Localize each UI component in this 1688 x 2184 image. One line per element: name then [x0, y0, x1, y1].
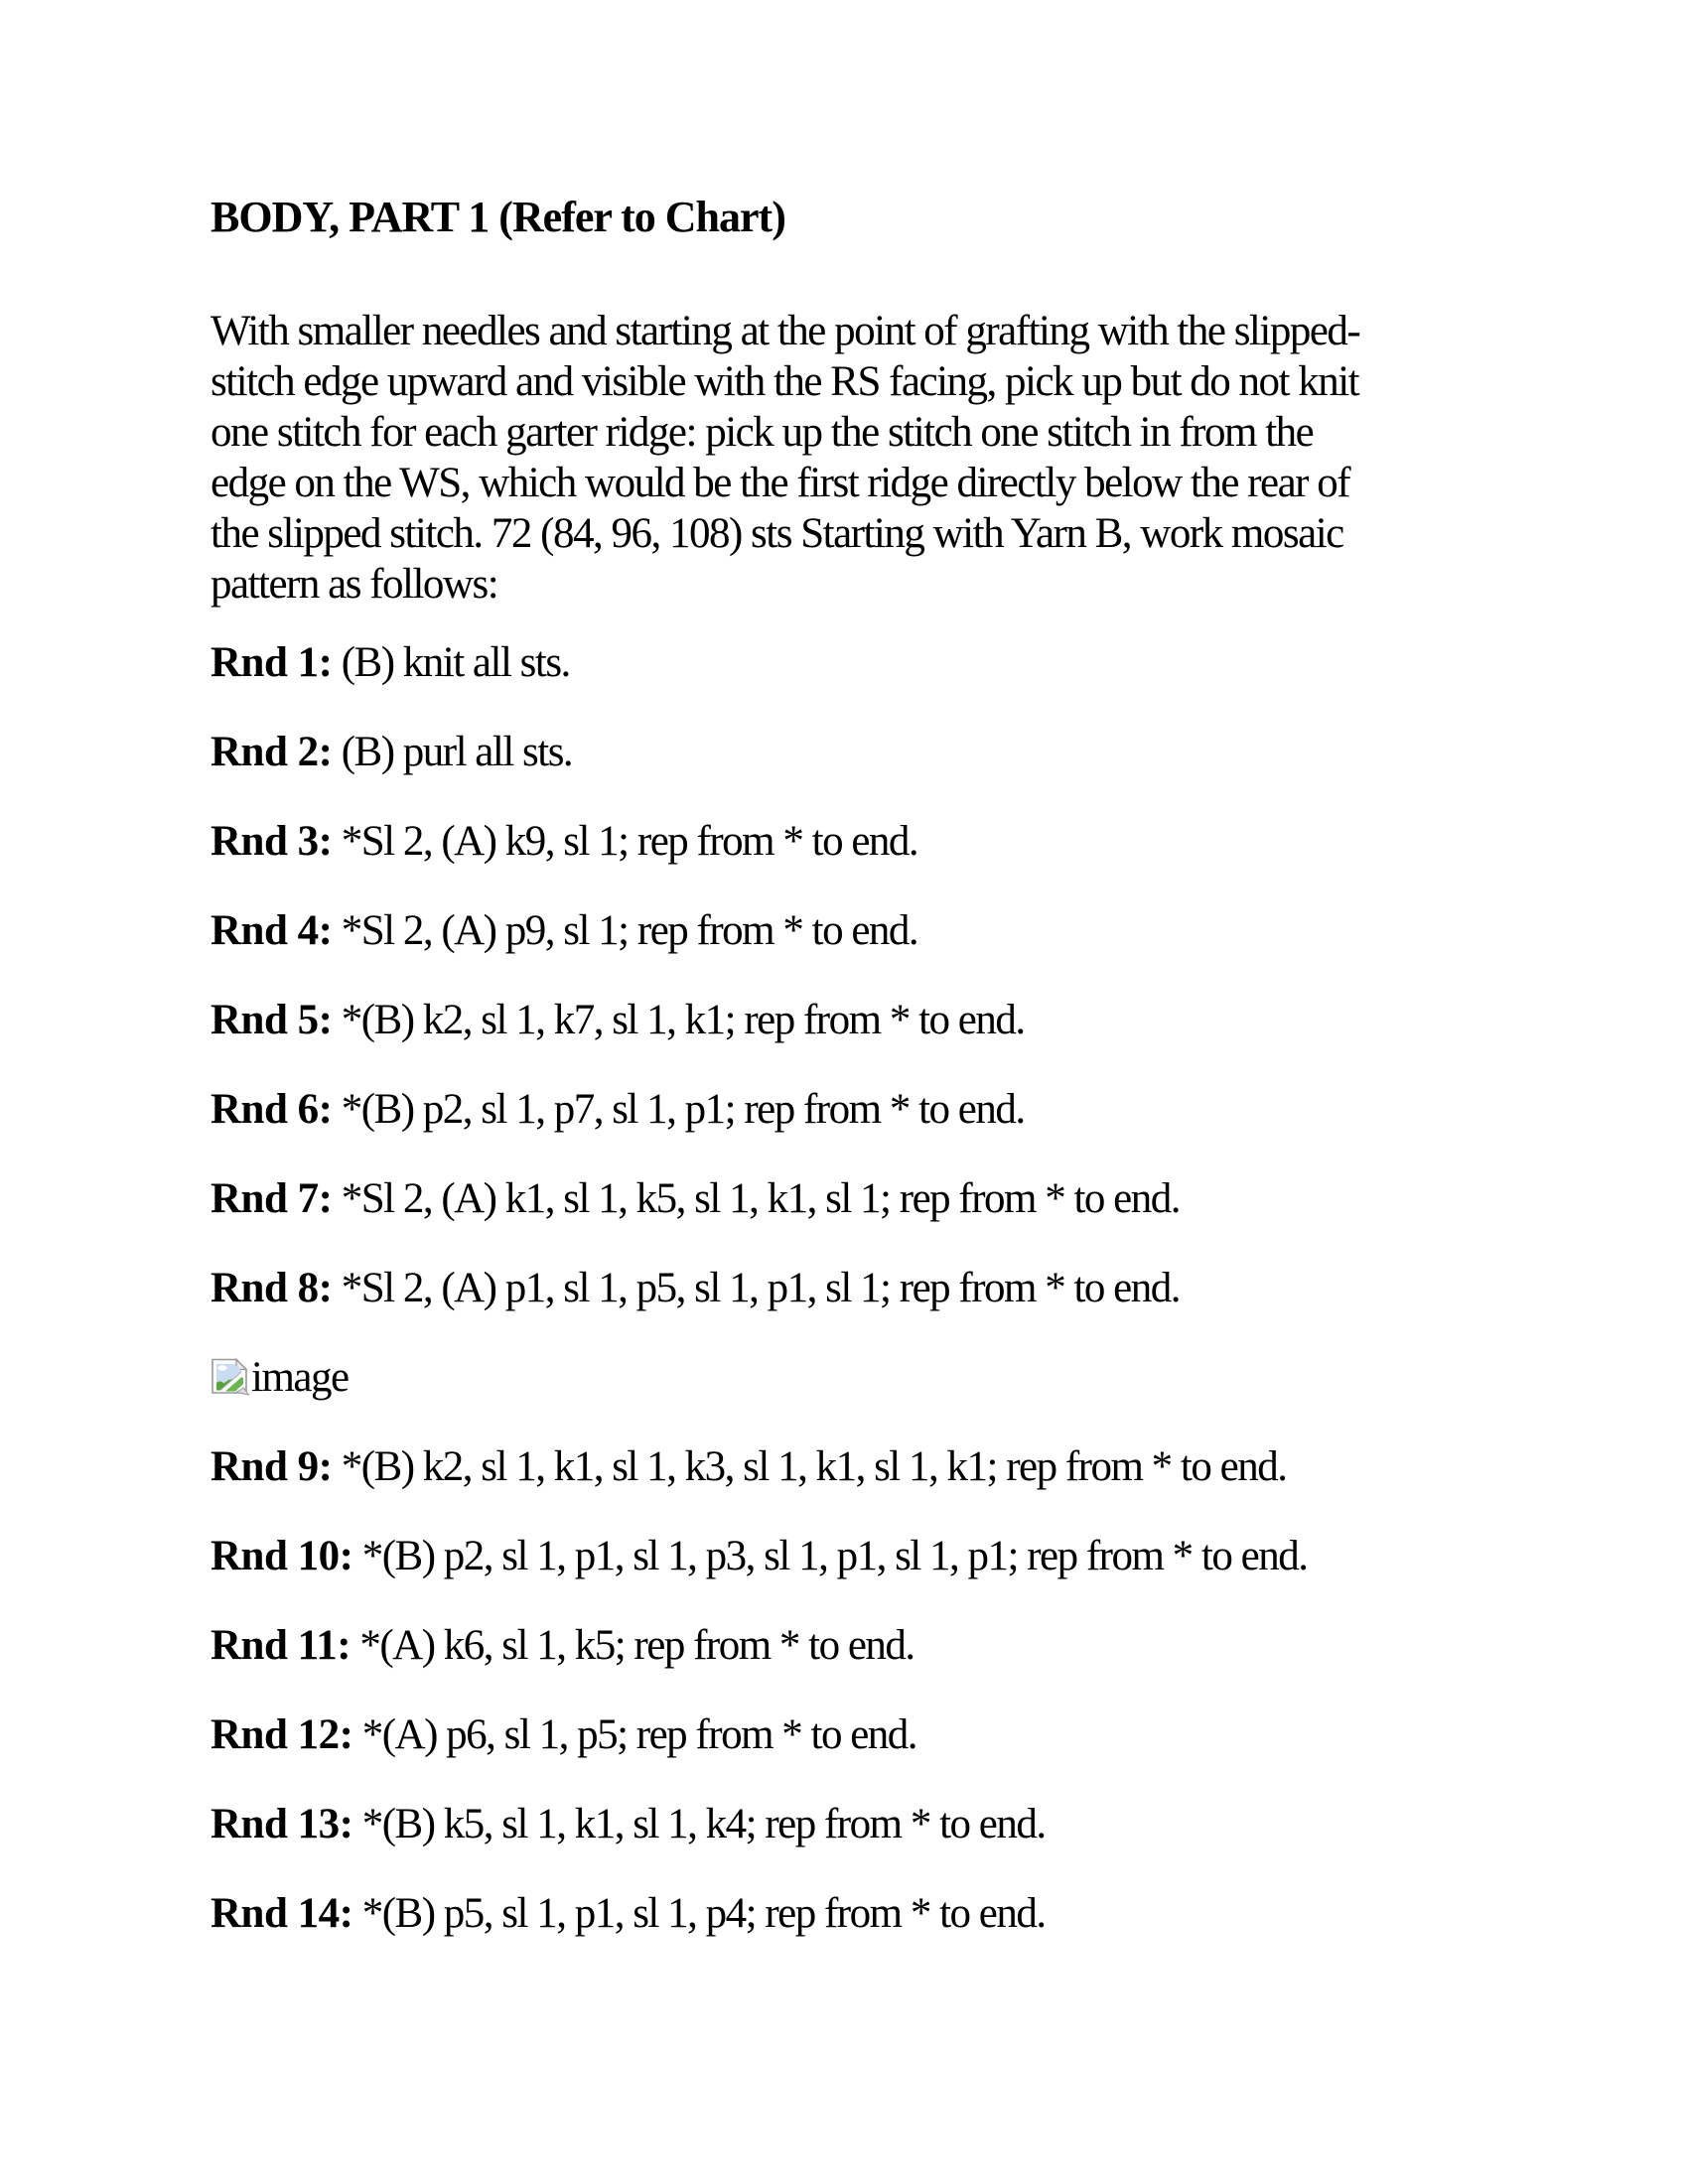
round-instruction: *(B) p2, sl 1, p7, sl 1, p1; rep from * to end.	[341, 1086, 1025, 1133]
round-instruction: *(A) k6, sl 1, k5; rep from * to end.	[359, 1622, 914, 1669]
round-row	[211, 1620, 1549, 1671]
round-row	[211, 1531, 1549, 1581]
page-title: BODY, PART 1 (Refer to Chart)	[211, 193, 785, 241]
intro-line: the slipped stitch. 72 (84, 96, 108) sts Starting with Yarn B, work mosaic	[211, 510, 1343, 557]
round-row	[211, 995, 1549, 1045]
intro-line: With smaller needles and starting at the point of grafting with the slipped-	[211, 308, 1360, 354]
round-row	[211, 637, 1549, 688]
round-instruction: *(B) k2, sl 1, k7, sl 1, k1; rep from * to end.	[341, 997, 1025, 1043]
round-row	[211, 1709, 1549, 1760]
round-instruction: *Sl 2, (A) k9, sl 1; rep from * to end.	[341, 818, 918, 865]
round-row	[211, 816, 1549, 867]
image-alt-text: image	[251, 1354, 349, 1401]
round-instruction: (B) purl all sts.	[341, 729, 573, 775]
round-row	[211, 1888, 1549, 1939]
round-label: Rnd 3:	[211, 818, 333, 865]
round-instruction: *Sl 2, (A) p1, sl 1, p5, sl 1, p1, sl 1; rep from * to end.	[341, 1265, 1181, 1311]
round-row	[211, 1441, 1549, 1492]
round-label: Rnd 5:	[211, 997, 333, 1043]
round-row	[211, 1263, 1549, 1313]
intro-paragraph	[211, 306, 1549, 610]
round-row	[211, 1799, 1549, 1849]
round-label: Rnd 12:	[211, 1711, 353, 1758]
intro-line: stitch edge upward and visible with the RS facing, pick up but do not knit	[211, 358, 1359, 405]
round-instruction: *Sl 2, (A) p9, sl 1; rep from * to end.	[341, 907, 918, 954]
round-label: Rnd 11:	[211, 1622, 352, 1669]
image-placeholder-line	[211, 1352, 1549, 1403]
round-label: Rnd 13:	[211, 1801, 353, 1847]
round-label: Rnd 1:	[211, 639, 333, 686]
round-label: Rnd 7:	[211, 1175, 333, 1222]
round-row	[211, 727, 1549, 777]
round-row	[211, 1173, 1549, 1224]
round-instruction: *(B) p2, sl 1, p1, sl 1, p3, sl 1, p1, sl 1, p1; rep from * to end.	[361, 1533, 1308, 1579]
round-instruction: *(B) k5, sl 1, k1, sl 1, k4; rep from * to end.	[361, 1801, 1046, 1847]
round-label: Rnd 10:	[211, 1533, 353, 1579]
round-instruction: *(A) p6, sl 1, p5; rep from * to end.	[361, 1711, 917, 1758]
round-label: Rnd 4:	[211, 907, 333, 954]
round-instruction: *(B) k2, sl 1, k1, sl 1, k3, sl 1, k1, sl 1, k1; rep from * to end.	[341, 1443, 1287, 1490]
rounds-list-part1	[211, 637, 1549, 1313]
round-row	[211, 905, 1549, 956]
round-label: Rnd 14:	[211, 1890, 353, 1937]
intro-line: one stitch for each garter ridge: pick up the stitch one stitch in from the	[211, 409, 1314, 456]
rounds-list-part2	[211, 1441, 1549, 1939]
intro-line: pattern as follows:	[211, 561, 498, 608]
round-instruction: *Sl 2, (A) k1, sl 1, k5, sl 1, k1, sl 1; rep from * to end.	[341, 1175, 1181, 1222]
round-row	[211, 1084, 1549, 1135]
broken-image-icon	[211, 1358, 250, 1396]
round-label: Rnd 9:	[211, 1443, 333, 1490]
round-label: Rnd 2:	[211, 729, 333, 775]
round-label: Rnd 6:	[211, 1086, 333, 1133]
round-label: Rnd 8:	[211, 1265, 333, 1311]
round-instruction: (B) knit all sts.	[341, 639, 570, 686]
round-instruction: *(B) p5, sl 1, p1, sl 1, p4; rep from * to end.	[361, 1890, 1046, 1937]
intro-line: edge on the WS, which would be the first ridge directly below the rear of	[211, 460, 1350, 506]
